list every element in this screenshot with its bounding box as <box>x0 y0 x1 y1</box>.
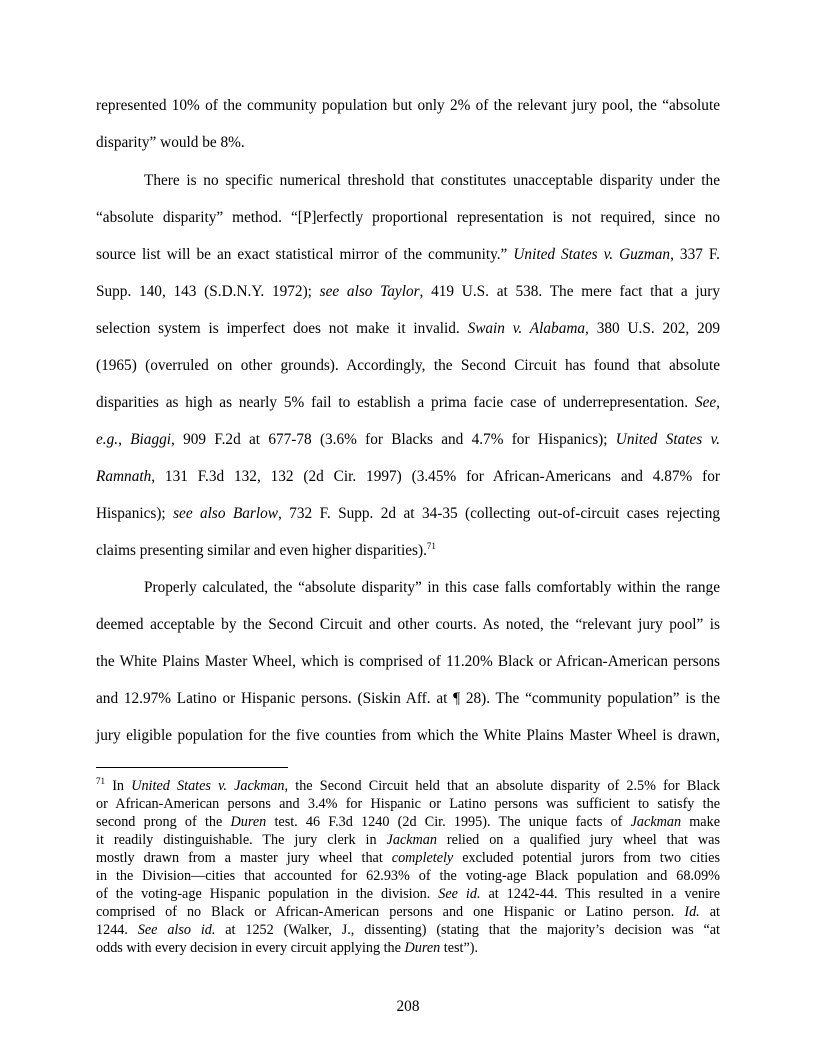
footnote-line: it readily distinguishable. The jury clerk in Jackman relied on a qualified jury wheel that was <box>96 832 720 848</box>
case-citation: United States v. Jackman <box>131 778 285 794</box>
footnote-line: or African-American persons and 3.4% for Hispanic or Latino persons was sufficient to satisfy the <box>96 796 720 812</box>
body-line: Ramnath, 131 F.3d 132, 132 (2d Cir. 1997) (3.45% for African-Americans and 4.87% for <box>96 468 720 485</box>
body-line: source list will be an exact statistical mirror of the community.” United States v. Guzman, 337 F. <box>96 246 720 263</box>
footnote-line: $^{71}$ In United States v. Jackman, the Second Circuit held that an absolute disparity of 2.5% for Black <box>96 776 720 794</box>
case-citation: Swain v. Alabama <box>467 320 586 337</box>
body-line: “absolute disparity” method. “[P]erfectly proportional representation is not required, since no <box>96 209 720 226</box>
body-line: There is no specific numerical threshold that constitutes unacceptable disparity under the <box>144 172 720 189</box>
case-citation: Ramnath <box>96 468 152 485</box>
body-line: deemed acceptable by the Second Circuit and other courts. As noted, the “relevant jury pool” is <box>96 616 720 633</box>
body-line: Supp. 140, 143 (S.D.N.Y. 1972); see also Taylor, 419 U.S. at 538. The mere fact that a jury <box>96 283 720 300</box>
footnote-number: 71 <box>96 776 105 786</box>
footnote-line: comprised of no Black or African-American persons and one Hispanic or Latino person. Id. at <box>96 904 720 920</box>
body-line: the White Plains Master Wheel, which is comprised of 11.20% Black or African-American persons <box>96 653 720 670</box>
page-number: 208 <box>396 998 420 1015</box>
case-citation: Biaggi <box>130 431 171 448</box>
body-line: selection system is imperfect does not make it invalid. Swain v. Alabama, 380 U.S. 202, 209 <box>96 320 721 337</box>
body-line: disparity” would be 8%. <box>96 134 245 151</box>
footnote-line: mostly drawn from a master jury wheel that completely excluded potential jurors from two cities <box>96 850 720 866</box>
case-citation: see also Barlow <box>173 505 278 522</box>
footnote-separator <box>96 767 288 768</box>
body-line: Properly calculated, the “absolute disparity” in this case falls comfortably within the range <box>144 579 720 596</box>
body-line: disparities as high as nearly 5% fail to establish a prima facie case of underrepresentation. See, <box>96 394 720 411</box>
body-line: Hispanics); see also Barlow, 732 F. Supp. 2d at 34-35 (collecting out-of-circuit cases rejecting <box>96 505 721 522</box>
footnote-line: of the voting-age Hispanic population in the division. See id. at 1242-44. This resulted in a venire <box>96 886 720 902</box>
footnote-line: odds with every decision in every circuit applying the Duren test”). <box>96 940 479 956</box>
signal-word: See, <box>694 394 720 411</box>
footnote-line: second prong of the Duren test. 46 F.3d 1240 (2d Cir. 1995). The unique facts of Jackman make <box>96 814 720 830</box>
body-line: claims presenting similar and even higher disparities).$^{71}$ <box>96 541 436 559</box>
body-line: e.g., Biaggi, 909 F.2d at 677-78 (3.6% for Blacks and 4.7% for Hispanics); United States v. <box>96 431 720 448</box>
body-line: (1965) (overruled on other grounds). Accordingly, the Second Circuit has found that absolute <box>96 357 720 374</box>
footnote-line: in the Division—cities that accounted for 62.93% of the voting-age Black population and 68.09% <box>96 868 720 884</box>
case-citation: United States v. Guzman <box>513 246 671 263</box>
footnote-reference[interactable]: 71 <box>426 541 436 551</box>
case-citation: see also Taylor <box>319 283 420 300</box>
case-citation: United States v. <box>615 431 720 448</box>
body-line: and 12.97% Latino or Hispanic persons. (Siskin Aff. at ¶ 28). The “community population” is the <box>96 690 720 707</box>
body-line: jury eligible population for the five counties from which the White Plains Master Wheel is drawn, <box>96 727 720 744</box>
body-line: represented 10% of the community population but only 2% of the relevant jury pool, the “absolute <box>96 97 720 114</box>
footnote-line: 1244. See also id. at 1252 (Walker, J., dissenting) (stating that the majority’s decision was “at <box>96 922 720 938</box>
